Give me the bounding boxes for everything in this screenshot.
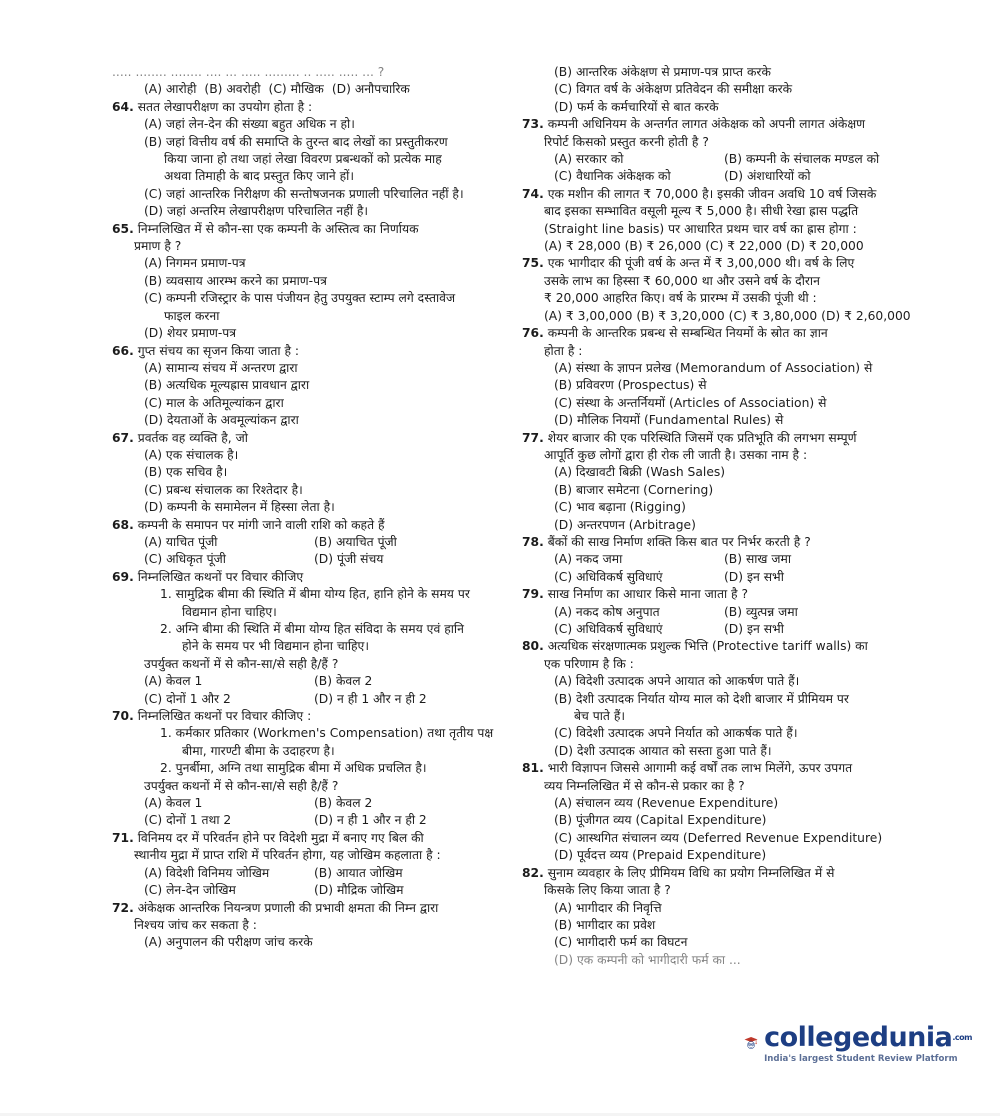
text-line: 2. अग्नि बीमा की स्थिति में बीमा योग्य हित संविदा के समय एवं हानि <box>160 622 464 636</box>
text-line: ₹ 20,000 आहरित किए। वर्ष के प्रारम्भ में उसकी पूंजी थी : <box>544 291 817 306</box>
question-text: कम्पनी अधिनियम के अन्तर्गत लागत अंकेक्षक को अपनी लागत अंकेक्षण <box>547 117 866 132</box>
question-text: शेयर बाजार की एक परिस्थिति जिसमें एक प्रतिभूति की लगभग सम्पूर्ण <box>547 430 857 445</box>
collegedunia-logo[interactable] <box>744 1012 972 1074</box>
text-line: उसके लाभ का हिस्सा ₹ 60,000 था और उसने वर्ष के दौरान <box>544 273 820 288</box>
text-line: किया जाना हो तथा जहां लेखा विवरण प्रबन्धकों को प्रत्येक माह <box>164 152 442 167</box>
question-66 <box>112 343 504 360</box>
option-row <box>522 569 912 586</box>
option-text: (C) अधिविकर्ष सुविधाएं <box>554 569 663 584</box>
option-row <box>112 882 504 899</box>
option-text: (B) देशी उत्पादक निर्यात योग्य माल को देशी बाजार में प्रीमियम पर <box>554 691 849 706</box>
option-text: (A) संचालन व्यय (Revenue Expenditure) <box>554 796 779 811</box>
option-text: (A) सामान्य संचय में अन्तरण द्वारा <box>144 360 298 375</box>
option-text: (B) कम्पनी के संचालक मण्डल को <box>724 152 880 167</box>
question-text: भारी विज्ञापन जिससे आगामी कई वर्षों तक लाभ मिलेंगे, ऊपर उपगत <box>547 761 853 776</box>
question-text: सतत लेखापरीक्षण का उपयोग होता है : <box>137 99 313 114</box>
option-text: (D) देशी उत्पादक आयात को सस्ता हुआ पाते हैं। <box>554 743 772 758</box>
option-text: (A) जहां लेन-देन की संख्या बहुत अधिक न हो। <box>144 117 355 132</box>
option-text: (C) प्रबन्ध संचालक का रिश्तेदार है। <box>144 482 303 497</box>
option-text: (D) जहां अन्तरिम लेखापरीक्षण परिचालित नहीं है। <box>144 204 369 219</box>
option-text: (D) अन्तरपणन (Arbitrage) <box>554 517 696 532</box>
option-text: उपर्युक्त कथनों में से कौन-सा/से सही है/हैं ? <box>144 656 339 671</box>
text-line: (A) ₹ 3,00,000 (B) ₹ 3,20,000 (C) ₹ 3,80,000 (D) ₹ 2,60,000 <box>544 308 911 323</box>
option-text: (C) अधिविकर्ष सुविधाएं <box>554 622 663 636</box>
text-line: बाद इसका सम्भावित वसूली मूल्य ₹ 5,000 है। सीधी रेखा ह्रास पद्धति <box>544 204 859 219</box>
option-row <box>112 551 504 568</box>
option-row <box>522 151 912 168</box>
option-text: उपर्युक्त कथनों में से कौन-सा/से सही है/हैं ? <box>144 778 339 793</box>
question-78 <box>522 534 912 551</box>
option-text: (C) भाव बढ़ाना (Rigging) <box>554 500 686 515</box>
option-text: (A) नकद कोष अनुपात <box>554 604 660 619</box>
question-text: एक मशीन की लागत ₹ 70,000 है। इसकी जीवन अवधि 10 वर्ष जिसके <box>547 186 877 201</box>
question-number: 65. <box>112 221 134 236</box>
logo-text <box>764 1023 972 1064</box>
question-72 <box>112 900 504 917</box>
text-line: एक परिणाम है कि : <box>544 656 634 671</box>
question-text: बैंकों की साख निर्माण शक्ति किस बात पर निर्भर करती है ? <box>547 534 811 549</box>
question-number: 75. <box>522 256 544 271</box>
question-text: अंकेक्षक आन्तरिक नियन्त्रण प्रणाली की प्रभावी क्षमता की निम्न द्वारा <box>137 900 439 915</box>
question-text: सुनाम व्यवहार के लिए प्रीमियम विधि का प्रयोग निम्नलिखित में से <box>547 865 835 880</box>
logo-suffix: .com <box>952 1032 972 1042</box>
option-row <box>112 81 504 98</box>
question-text: एक भागीदार की पूंजी वर्ष के अन्त में ₹ 3,00,000 थी। वर्ष के लिए <box>547 256 855 271</box>
option-text: (B) व्युत्पन्न जमा <box>724 604 798 619</box>
question-69 <box>112 569 504 586</box>
option-row <box>112 812 504 829</box>
option-text: (C) अधिकृत पूंजी <box>144 552 226 567</box>
text-line: (Straight line basis) पर आधारित प्रथम चार वर्ष का ह्रास होगा : <box>544 221 857 236</box>
question-82 <box>522 865 912 882</box>
right-column <box>522 64 912 969</box>
option-text: (C) विगत वर्ष के अंकेक्षण प्रतिवेदन की समीक्षा करके <box>554 82 793 97</box>
option-text: (C) लेन-देन जोखिम <box>144 883 236 898</box>
question-text: गुप्त संचय का सृजन किया जाता है : <box>137 343 300 358</box>
question-number: 77. <box>522 430 544 445</box>
question-81 <box>522 760 912 777</box>
option-row <box>112 534 504 551</box>
question-text: साख निर्माण का आधार किसे माना जाता है ? <box>547 587 749 602</box>
option-text: (B) जहां वित्तीय वर्ष की समाप्ति के तुरन्त बाद लेखों का प्रस्तुतीकरण <box>144 134 448 149</box>
question-number: 71. <box>112 830 134 845</box>
question-75 <box>522 255 912 272</box>
option-text: (A) भागीदार की निवृत्ति <box>554 900 662 915</box>
question-text: अत्यधिक संरक्षणात्मक प्रशुल्क भित्ति (Protective tariff walls) का <box>547 639 868 654</box>
option-row <box>522 621 912 638</box>
option-text: (B) पूंजीगत व्यय (Capital Expenditure) <box>554 813 767 828</box>
option-text: (D) देयताओं के अवमूल्यांकन द्वारा <box>144 413 299 428</box>
option-text: (B) साख जमा <box>724 552 792 567</box>
option-text: (A) नकद जमा <box>554 552 623 567</box>
question-79 <box>522 586 912 603</box>
question-number: 74. <box>522 186 544 201</box>
question-number: 79. <box>522 587 544 602</box>
option-text: (D) कम्पनी के समामेलन में हिस्सा लेता है। <box>144 500 335 515</box>
option-text: (D) एक कम्पनी को भागीदारी फर्म का ... <box>554 952 741 967</box>
text-line: बेच पाते हैं। <box>574 709 626 724</box>
option-row <box>112 673 504 690</box>
option-text: (A) आरोही <box>144 82 197 97</box>
question-73 <box>522 116 912 133</box>
option-text: (B) अयाचित पूंजी <box>314 534 397 549</box>
option-text: (D) न ही 1 और न ही 2 <box>314 691 427 706</box>
option-text: (A) सरकार को <box>554 152 624 167</box>
option-text: (A) संस्था के ज्ञापन प्रलेख (Memorandum of Association) से <box>554 360 873 375</box>
question-text: निम्नलिखित में से कौन-सा एक कम्पनी के अस्तित्व का निर्णायक <box>137 221 419 236</box>
option-text: (C) दोनों 1 और 2 <box>144 691 231 706</box>
option-text: (B) केवल 2 <box>314 674 373 689</box>
question-number: 69. <box>112 569 134 584</box>
question-64 <box>112 99 504 116</box>
question-67 <box>112 430 504 447</box>
option-text: (A) दिखावटी बिक्री (Wash Sales) <box>554 465 726 480</box>
option-text: (A) अनुपालन की परीक्षण जांच करके <box>144 935 313 950</box>
question-number: 80. <box>522 639 544 654</box>
question-number: 67. <box>112 430 134 445</box>
text-line: किसके लिए किया जाता है ? <box>544 883 671 898</box>
option-text: (D) मौलिक नियमों (Fundamental Rules) से <box>554 413 784 428</box>
option-row <box>522 551 912 568</box>
option-text: (B) एक सचिव है। <box>144 465 228 480</box>
text-line: फाइल करना <box>164 308 220 323</box>
option-text: (C) वैधानिक अंकेक्षक को <box>554 169 671 184</box>
question-71 <box>112 830 504 847</box>
question-number: 72. <box>112 900 134 915</box>
logo-tagline: India's largest Student Review Platform <box>764 1053 958 1064</box>
option-text: (A) केवल 1 <box>144 674 203 689</box>
option-text: (B) आयात जोखिम <box>314 865 403 880</box>
text-line: (A) ₹ 28,000 (B) ₹ 26,000 (C) ₹ 22,000 (D) ₹ 20,000 <box>544 239 864 254</box>
question-65 <box>112 221 504 238</box>
option-text: (C) दोनों 1 तथा 2 <box>144 813 232 828</box>
text-line: 1. सामुद्रिक बीमा की स्थिति में बीमा योग्य हित, हानि होने के समय पर <box>160 587 470 602</box>
text-line: आपूर्ति कुछ लोगों द्वारा ही रोक ली जाती है। उसका नाम है : <box>544 447 808 462</box>
text-line: विद्यमान होना चाहिए। <box>182 604 277 619</box>
question-80 <box>522 638 912 655</box>
question-text: विनिमय दर में परिवर्तन होने पर विदेशी मुद्रा में बनाए गए बिल की <box>137 830 424 845</box>
logo-name: collegedunia$^{.com}$ <box>764 1021 972 1053</box>
option-text: (C) माल के अतिमूल्यांकन द्वारा <box>144 395 284 410</box>
question-68 <box>112 517 504 534</box>
text-line: अथवा तिमाही के बाद प्रस्तुत किए जाने हों। <box>164 169 355 184</box>
text-line: 2. पुनर्बीमा, अग्नि तथा सामुद्रिक बीमा में अधिक प्रचलित है। <box>160 761 427 776</box>
option-text: (D) अंशधारियों को <box>724 169 811 184</box>
question-text: प्रवर्तक वह व्यक्ति है, जो <box>137 430 248 445</box>
text-line: 1. कर्मकार प्रतिकार (Workmen's Compensation) तथा तृतीय पक्ष <box>160 726 494 741</box>
question-74 <box>522 186 912 203</box>
option-text: (B) अत्यधिक मूल्यह्रास प्रावधान द्वारा <box>144 378 310 393</box>
option-text: (B) बाजार समेटना (Cornering) <box>554 482 714 497</box>
question-number: 82. <box>522 865 544 880</box>
option-text: (B) प्रविवरण (Prospectus) से <box>554 378 707 393</box>
option-text: (A) केवल 1 <box>144 796 203 811</box>
option-text: (C) संस्था के अन्तर्नियमों (Articles of Association) से <box>554 395 827 410</box>
option-text: (D) शेयर प्रमाण-पत्र <box>144 326 237 341</box>
option-text: (B) व्यवसाय आरम्भ करने का प्रमाण-पत्र <box>144 273 327 288</box>
option-text: (D) पूर्वदत्त व्यय (Prepaid Expenditure) <box>554 848 767 863</box>
question-number: 78. <box>522 534 544 549</box>
question-70 <box>112 708 504 725</box>
question-text: निम्नलिखित कथनों पर विचार कीजिए : <box>137 709 312 724</box>
text-line: होता है : <box>544 343 583 358</box>
text-line: ..... ........ ........ .... ... ..... ......... .. ..... ..... ... ? <box>112 65 385 79</box>
text-line: होने के समय पर भी विद्यमान होना चाहिए। <box>182 639 370 654</box>
question-number: 66. <box>112 343 134 358</box>
option-text: (A) याचित पूंजी <box>144 534 218 549</box>
question-number: 76. <box>522 326 544 341</box>
option-text: (C) कम्पनी रजिस्ट्रार के पास पंजीयन हेतु उपयुक्त स्टाम्प लगे दस्तावेज <box>144 291 456 306</box>
option-text: (C) विदेशी उत्पादक अपने निर्यात को आकर्षक पाते हैं। <box>554 726 798 741</box>
option-text: (D) पूंजी संचय <box>314 552 384 567</box>
text-line: बीमा, गारण्टी बीमा के उदाहरण है। <box>182 743 335 758</box>
option-text: (B) आन्तरिक अंकेक्षण से प्रमाण-पत्र प्राप्त करके <box>554 65 771 79</box>
option-text: (D) मौद्रिक जोखिम <box>314 883 404 898</box>
option-text: (A) एक संचालक है। <box>144 447 239 462</box>
question-text: कम्पनी के आन्तरिक प्रबन्ध से सम्बन्धित नियमों के स्रोत का ज्ञान <box>547 326 828 341</box>
option-text: (D) फर्म के कर्मचारियों से बात करके <box>554 99 719 114</box>
option-text: (C) मौखिक <box>268 82 324 97</box>
option-row <box>522 604 912 621</box>
option-row <box>112 691 504 708</box>
option-text: (D) इन सभी <box>724 622 784 636</box>
option-text: (A) विदेशी विनिमय जोखिम <box>144 865 270 880</box>
question-76 <box>522 325 912 342</box>
option-text: (C) आस्थगित संचालन व्यय (Deferred Revenue Expenditure) <box>554 830 883 845</box>
graduate-mascot-icon <box>744 1015 758 1071</box>
option-text: (B) अवरोही <box>204 82 261 97</box>
option-text: (A) विदेशी उत्पादक अपने आयात को आकर्षण पाते हैं। <box>554 674 800 689</box>
question-number: 73. <box>522 117 544 132</box>
question-77 <box>522 430 912 447</box>
question-number: 64. <box>112 99 134 114</box>
option-row <box>522 168 912 185</box>
option-text: (D) न ही 1 और न ही 2 <box>314 813 427 828</box>
question-number: 70. <box>112 709 134 724</box>
text-line: प्रमाण है ? <box>134 239 182 254</box>
text-line: निश्चय जांच कर सकता है : <box>134 917 257 932</box>
option-text: (C) जहां आन्तरिक निरीक्षण की सन्तोषजनक प्रणाली परिचालित नहीं है। <box>144 186 464 201</box>
option-text: (D) इन सभी <box>724 569 784 584</box>
question-number: 81. <box>522 761 544 776</box>
left-column <box>112 64 504 952</box>
option-text: (B) केवल 2 <box>314 796 373 811</box>
option-row <box>112 865 504 882</box>
text-line: व्यय निम्नलिखित में से कौन-से प्रकार का है ? <box>544 778 745 793</box>
option-row <box>112 795 504 812</box>
option-text: (C) भागीदारी फर्म का विघटन <box>554 935 688 950</box>
question-text: कम्पनी के समापन पर मांगी जाने वाली राशि को कहते हैं <box>137 517 385 532</box>
text-line: स्थानीय मुद्रा में प्राप्त राशि में परिवर्तन होगा, यह जोखिम कहलाता है : <box>134 848 441 863</box>
option-text: (A) निगमन प्रमाण-पत्र <box>144 256 246 271</box>
option-text: (B) भागीदार का प्रवेश <box>554 917 656 932</box>
text-line: रिपोर्ट किसको प्रस्तुत करनी होती है ? <box>544 134 709 149</box>
question-number: 68. <box>112 517 134 532</box>
question-text: निम्नलिखित कथनों पर विचार कीजिए <box>137 569 304 584</box>
option-text: (D) अनौपचारिक <box>331 82 410 97</box>
